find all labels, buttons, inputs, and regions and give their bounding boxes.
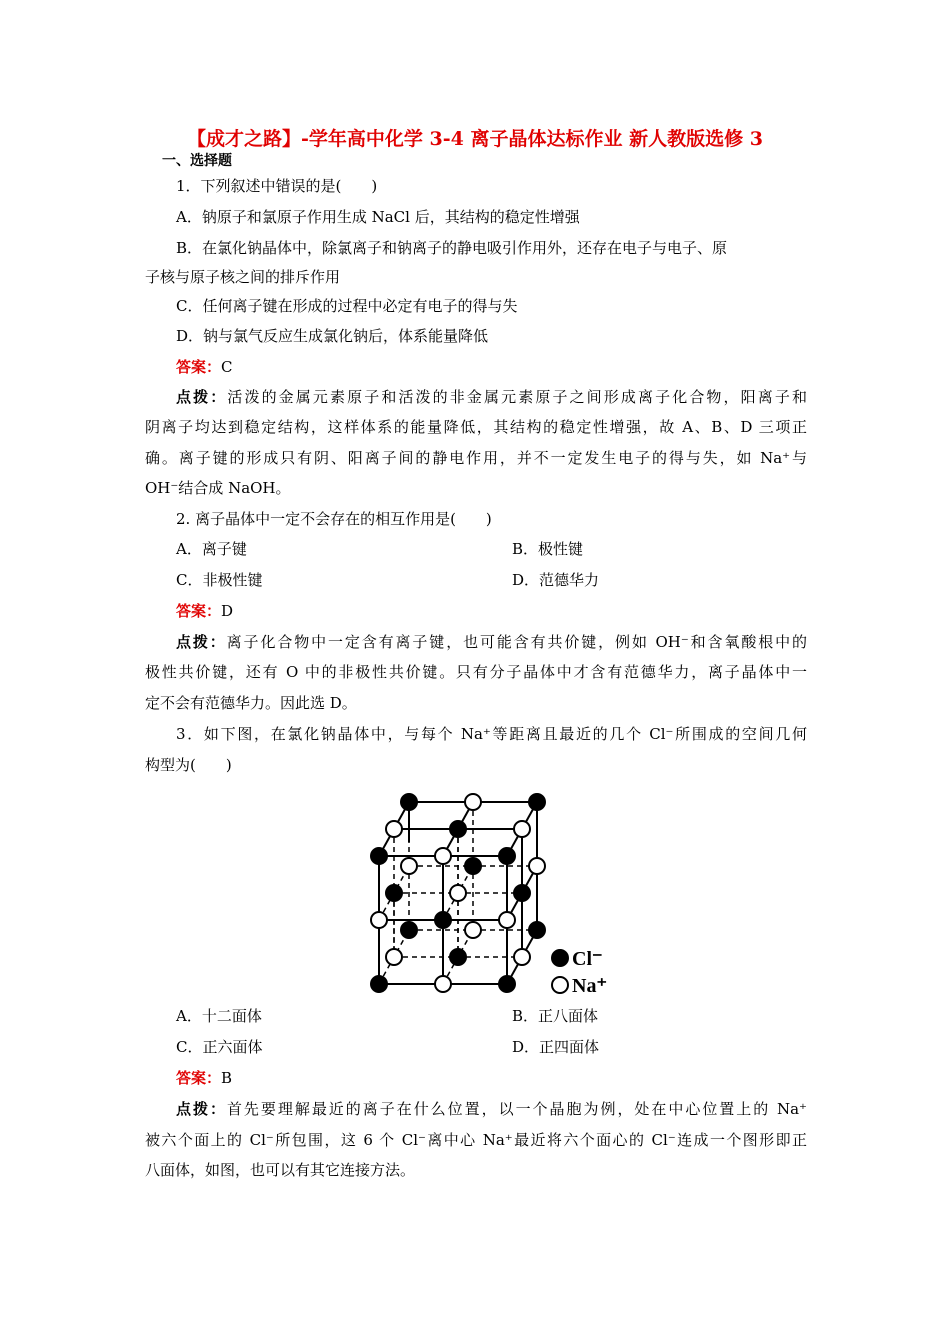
legend-na-marker: [552, 977, 568, 993]
legend-na-label: Na⁺: [572, 975, 607, 997]
q2-hint-line3: 定不会有范德华力。因此选 D。: [145, 694, 357, 712]
nacl-crystal-diagram: [364, 786, 618, 1002]
q1-hint-line3: 确。离子键的形成只有阴、阳离子间的静电作用，并不一定发生电子的得与失，如 Na⁺与: [145, 449, 807, 467]
q3-option-d: D．正四面体: [512, 1038, 600, 1056]
q1-stem: 1．下列叙述中错误的是( ): [176, 177, 378, 195]
q3-option-a: A．十二面体: [176, 1007, 262, 1025]
hint-label: 点拨：: [176, 1100, 227, 1118]
answer-value: C: [221, 358, 233, 376]
q2-stem: 2. 离子晶体中一定不会存在的相互作用是( ): [176, 510, 492, 528]
q1-option-b-line1: B．在氯化钠晶体中，除氯离子和钠离子的静电吸引作用外，还存在电子与电子、原: [176, 239, 728, 257]
q1-option-a: A．钠原子和氯原子作用生成 NaCl 后，其结构的稳定性增强: [176, 208, 580, 226]
hint-label: 点拨：: [176, 633, 227, 651]
q1-hint-line2: 阴离子均达到稳定结构，这样体系的能量降低，其结构的稳定性增强，故 A、B、D 三项正: [145, 418, 807, 436]
hint-text: 首先要理解最近的离子在什么位置，以一个晶胞为例，处在中心位置上的 Na⁺: [226, 1100, 807, 1118]
hint-text: 离子化合物中一定含有离子键，也可能含有共价键，例如 OH⁻和含氧酸根中的: [226, 633, 807, 651]
q3-hint-line1: [176, 1099, 807, 1119]
q1-option-d: D．钠与氯气反应生成氯化钠后，体系能量降低: [176, 327, 489, 345]
answer-value: D: [221, 602, 234, 620]
legend-cl-label: Cl⁻: [572, 948, 603, 970]
hint-text: 活泼的金属元素原子和活泼的非金属元素原子之间形成离子化合物，阳离子和: [227, 388, 807, 406]
q3-answer: [176, 1068, 807, 1088]
q1-option-b-line2: 子核与原子核之间的排斥作用: [145, 268, 341, 286]
page-title: 【成才之路】-学年高中化学 3-4 离子晶体达标作业 新人教版选修 3: [187, 128, 763, 150]
q2-hint-line1: [176, 632, 807, 652]
q2-option-a: A．离子键: [176, 540, 247, 558]
q3-option-c: C．正六面体: [176, 1038, 263, 1056]
q1-option-c: C．任何离子键在形成的过程中必定有电子的得与失: [176, 297, 518, 315]
q2-option-d: D．范德华力: [512, 571, 600, 589]
q2-answer: [176, 601, 807, 621]
q3-stem-line2: 构型为( ): [145, 756, 232, 774]
q1-answer: [176, 357, 807, 377]
answer-value: B: [221, 1069, 233, 1087]
q3-hint-line2: 被六个面上的 Cl⁻所包围，这 6 个 Cl⁻离中心 Na⁺最近将六个面心的 Cl⁻连成一个图形即正: [145, 1131, 807, 1149]
q3-stem-line1: 3．如下图，在氯化钠晶体中，与每个 Na⁺等距离且最近的几个 Cl⁻所围成的空间几何: [176, 725, 807, 743]
q2-hint-line2: 极性共价键，还有 O 中的非极性共价键。只有分子晶体中才含有范德华力，离子晶体中一: [145, 663, 807, 681]
answer-label: 答案：: [176, 602, 222, 620]
answer-label: 答案：: [176, 358, 222, 376]
section-heading: 一、选择题: [162, 153, 232, 169]
legend-cl-marker: [552, 950, 568, 966]
q1-hint-line4: OH⁻结合成 NaOH。: [145, 479, 291, 497]
q3-option-b: B．正八面体: [512, 1007, 599, 1025]
q1-hint-line1: [176, 387, 807, 407]
hint-label: 点拨：: [176, 388, 228, 406]
q3-hint-line3: 八面体，如图，也可以有其它连接方法。: [145, 1161, 416, 1179]
answer-label: 答案：: [176, 1069, 222, 1087]
q2-option-c: C．非极性键: [176, 571, 263, 589]
q2-option-b: B．极性键: [512, 540, 584, 558]
